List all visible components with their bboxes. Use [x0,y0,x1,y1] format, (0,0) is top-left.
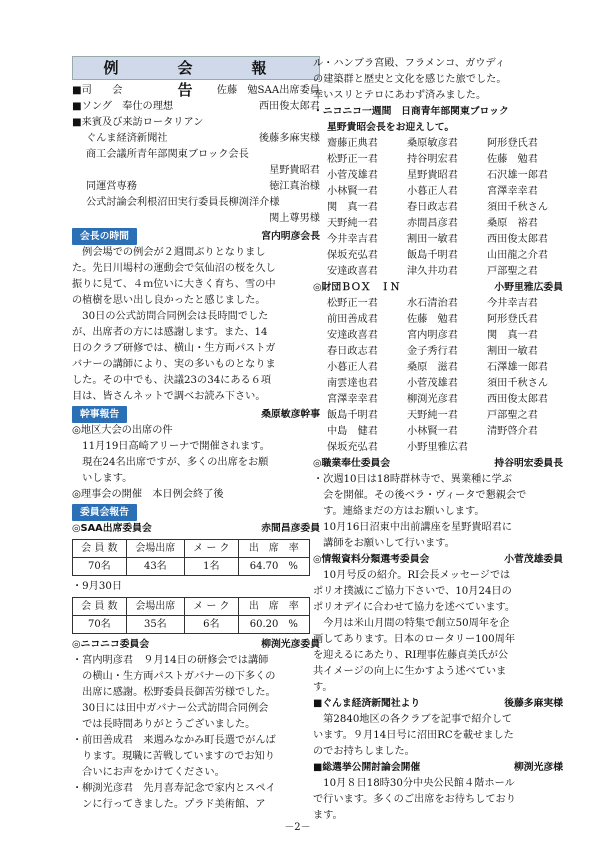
niko-committee-header: ◎ニコニコ委員会 柳渕光彦委員 [72,639,320,650]
member-name: 齋藤正典君 [327,138,378,149]
speaker-name: 桑原敏彦幹事 [261,409,320,420]
guest-row: 商工会議所青年部関東ブロック会長 [86,149,249,160]
right-column [313,56,563,824]
page-number: －2－ [284,822,311,833]
member-name: 清野啓介君 [487,426,538,437]
text-line: ル・ハンブラ宮殿、フラメンコ、ガウディ [313,58,506,69]
member-name: 小菅茂雄君 [407,378,458,389]
shokugyo-committee-header: ◎職業奉仕委員会 持谷明宏委員長 [313,458,563,469]
text-line: 日のクラブ研修では、横山・生方両パストガ [72,343,276,354]
member-name: 今井幸吉君 [327,234,378,245]
continued-text [313,56,563,104]
guest-row: 公式討論会利根沼田実行委員長柳渕洋介様 [86,197,280,208]
section-tag: 幹事報告 [72,406,127,423]
text-line: 画してあります。日本のロータリー100周年 [313,634,516,645]
member-name: 金子秀行君 [407,346,458,357]
member-name: 中島 健君 [327,426,378,437]
text-line: の建築群と歴史と文化を感じた旅でした。 [313,74,507,85]
speaker-name: 宮内明彦会長 [261,231,320,242]
member-name: 飯島千明君 [407,250,458,261]
member-name: 石沢雄一郎君 [487,170,549,181]
member-name: 西田俊太郎君 [487,234,549,245]
committee-section-header [72,504,320,521]
text-line: いします。 [72,473,133,484]
text-line: ポリオ撲滅にご協力下さいで、10月24日の [313,586,512,597]
member-name: 戸部聖之君 [487,410,538,421]
member-name: 安達政喜君 [327,330,378,341]
member-name: 松野正一君 [327,154,378,165]
member-name: 小暮正人君 [407,186,458,197]
section-tag: 会長の時間 [72,228,137,245]
member-name: 佐藤 勉君 [407,314,458,325]
text-line: ンに行ってきました。プラド美術館、ア [72,799,266,810]
guest-row: 同運営専務 徳江真治様 [86,181,320,192]
table-header-row: 会 員 数 会場出席 メ ー ク 出 席 率 [73,540,310,558]
member-name: 赤間昌彦君 [407,218,458,229]
meta-row: ■司 会 佐藤 勉SAA出席委員 [72,85,320,96]
text-line: 会を開催。その後ベラ・ヴィータで懇親会で [313,490,527,501]
text-line: す。連絡まだの方はお願いします。 [313,506,485,517]
member-name: 春日政志君 [327,346,378,357]
member-name: 関 真一君 [487,330,538,341]
attendance-date: ・9月30日 [72,581,123,592]
box-name-list [313,296,563,456]
member-name: 割田一敏君 [487,346,538,357]
member-name: 小林賢一君 [327,186,378,197]
text-line: ◎地区大会の出席の件 [72,425,173,436]
member-name: 宮内明彦君 [407,330,458,341]
text-line: 今月は米山月間の特集で創立50周年を企 [313,618,510,629]
text-line: で行います。多くのご出席をお待ちしており [313,794,516,805]
niko-name-list [313,136,563,280]
member-name: 春日政志君 [407,202,458,213]
text-line: 30日には田中ガバナー公式訪問合同例会 [72,703,269,714]
member-name: 小野里雅広君 [407,442,469,453]
guest-row: ぐんま経済新聞社 後藤多麻実様 [86,133,320,144]
table-header-row: 会 員 数 会場出席 メ ー ク 出 席 率 [73,598,310,616]
gunma-text [313,712,563,760]
president-text [72,245,320,405]
text-line: います。９月14日号に沼田RCを載せました [313,730,514,741]
text-line: 講師をお願いして行います。 [313,538,455,549]
joho-text [313,568,563,696]
gunma-header: ■ぐんま経済新聞社より 後藤多麻実様 [313,698,563,709]
text-line: バナーの講師により、実の多いものとなりま [72,359,276,370]
meta-row: ■来賓及び来訪ロータリアン [72,117,204,128]
text-line: 振りに見て、４ｍ位いに大きく育ち、雪の中 [72,279,276,290]
member-name: 天野純一君 [407,410,458,421]
member-name [487,440,567,456]
member-name: 保坂充弘君 [327,250,378,261]
member-name: 小菅茂雄君 [327,170,378,181]
member-name: 阿形登氏君 [487,314,538,325]
meta-row: ■ソング 奉仕の理想 西田俊太郎君 [72,101,320,112]
niko-week-subtitle: 星野貴昭会長をお迎えして。 [327,122,455,133]
member-name: 小暮正人君 [327,362,378,373]
member-name: 松野正一君 [327,298,378,309]
member-name: 小林賢一君 [407,426,458,437]
table-row: 70名 43名 1名 64.70 % [73,558,310,576]
joho-committee-header: ◎情報資料分類選考委員会 小菅茂雄委員 [313,554,563,565]
member-name: 今井幸吉君 [487,298,538,309]
member-name: 天野純一君 [327,218,378,229]
member-name: 阿形登氏君 [487,138,538,149]
member-name: 宮澤幸幸君 [487,186,538,197]
text-line: ・10月16日沼東中出前講座を星野貴昭君に [313,522,513,533]
member-name: 桑原 滋君 [407,362,458,373]
member-name: 星野貴昭君 [407,170,458,181]
member-name: 前田善成君 [327,314,378,325]
text-line: ・柳渕光彦君 先月喜寿記念で家内とスペイ [72,783,276,794]
senkyo-text [313,776,563,824]
page-title: 例 会 報 告 [72,56,320,80]
text-line: の横山・生方両パストガバナーの下多くの [72,671,276,682]
president-section-header [72,228,320,245]
member-name: 水石清治君 [407,298,458,309]
text-line: した。その中でも、決議23の34にある６項 [72,375,272,386]
text-line: を迎えるにあたり、RI理事佐藤貞美氏が公 [313,650,509,661]
text-line: 10月号反の紹介。RI会長メッセージでは [313,570,511,581]
secretary-text [72,423,320,503]
member-name: 柳渕光彦君 [407,394,458,405]
section-tag: 委員会報告 [72,504,137,521]
text-line: 合いにお声をかけてください。 [72,767,225,778]
guest-row: 星野貴昭君 [269,165,320,176]
text-line: の植樹を思い出し良かったと感じました。 [72,295,266,306]
text-line: た。先日川場村の運動会で気仙沼の桜を久し [72,263,276,274]
text-line: 30日の公式訪問合同例会は長時間でした [72,311,269,322]
text-line: 幸いスリとテロにあわず済みました。 [313,90,487,101]
text-line: 第2840地区の各クラブを記事で紹介して [313,714,513,725]
text-line: では長時間ありがとうございました。 [72,719,256,730]
member-name: 西田俊太郎君 [487,394,549,405]
attendance-table-1 [72,539,310,576]
text-line: ・前田善成君 来週みなかみ町長選でがんば [72,735,276,746]
member-name: 安達政喜君 [327,266,378,277]
member-name: 津久井功君 [407,266,458,277]
text-line: ◎理事会の開催 本日例会終了後 [72,489,224,500]
member-name: 須田千秋さん [487,202,549,213]
member-name: 保坂充弘君 [327,442,378,453]
secretary-section-header [72,406,320,423]
text-line: ・宮内明彦君 ９月14日の研修会では講師 [72,655,269,666]
text-line: 例会場での例会が２週間ぶりとなりまし [72,247,266,258]
text-line: 現在24名出席ですが、多くの出席をお願 [72,457,269,468]
text-line: のでお持ちしました。 [313,746,415,757]
senkyo-header: ■総選挙公開討論会開催 柳渕光彦様 [313,762,563,773]
saa-committee-header: ◎SAA出席委員会 赤間昌彦委員 [72,523,320,534]
member-name: 持谷明宏君 [407,154,458,165]
text-line: ます。 [313,810,343,821]
text-line: す。 [313,682,333,693]
member-name: 山田龍之介君 [487,250,549,261]
member-name: 桑原敏彦君 [407,138,458,149]
member-name: 石澤雄一郎君 [487,362,549,373]
shokugyo-text [313,472,563,552]
member-name: 戸部聖之君 [487,266,538,277]
member-name: 割田一敏君 [407,234,458,245]
text-line: ります。現職に苦戦していますのでお知り [72,751,275,762]
text-line: 出席に感謝。松野委員長御苦労様でした。 [72,687,276,698]
niko-week-title: ・ニコニコ一週間 日商青年部関東ブロック [313,106,509,117]
attendance-table-2 [72,597,310,634]
niko-text [72,653,320,813]
text-line: 共イメージの向上に生かすよう述べていま [313,666,507,677]
member-name: 須田千秋さん [487,378,549,389]
text-line: ・次週10日は18時群林寺で、異業種に学ぶ [313,474,512,485]
guest-row: 関上尊男様 [269,213,320,224]
left-column [72,56,326,813]
member-name: 宮澤幸幸君 [327,394,378,405]
box-committee-header: ◎財団ＢＯＸ ＩＮ 小野里雅広委員 [313,282,563,293]
text-line: が、出席者の方には感謝します。また、14 [72,327,268,338]
member-name: 飯島千明君 [327,410,378,421]
table-row: 70名 35名 6名 60.20 % [73,616,310,634]
text-line: 10月８日18時30分中央公民館４階ホール [313,778,515,789]
member-name: 佐藤 勉君 [487,154,538,165]
member-name: 桑原 裕君 [487,218,538,229]
text-line: 目は、皆さんネットで調べお読み下さい。 [72,391,266,402]
member-name: 関 真一君 [327,202,378,213]
member-name: 南雲達也君 [327,378,378,389]
text-line: 11月19日高崎アリーナで開催されます。 [72,441,270,452]
text-line: ポリオデイに合わせて協力を述べています。 [313,602,516,613]
